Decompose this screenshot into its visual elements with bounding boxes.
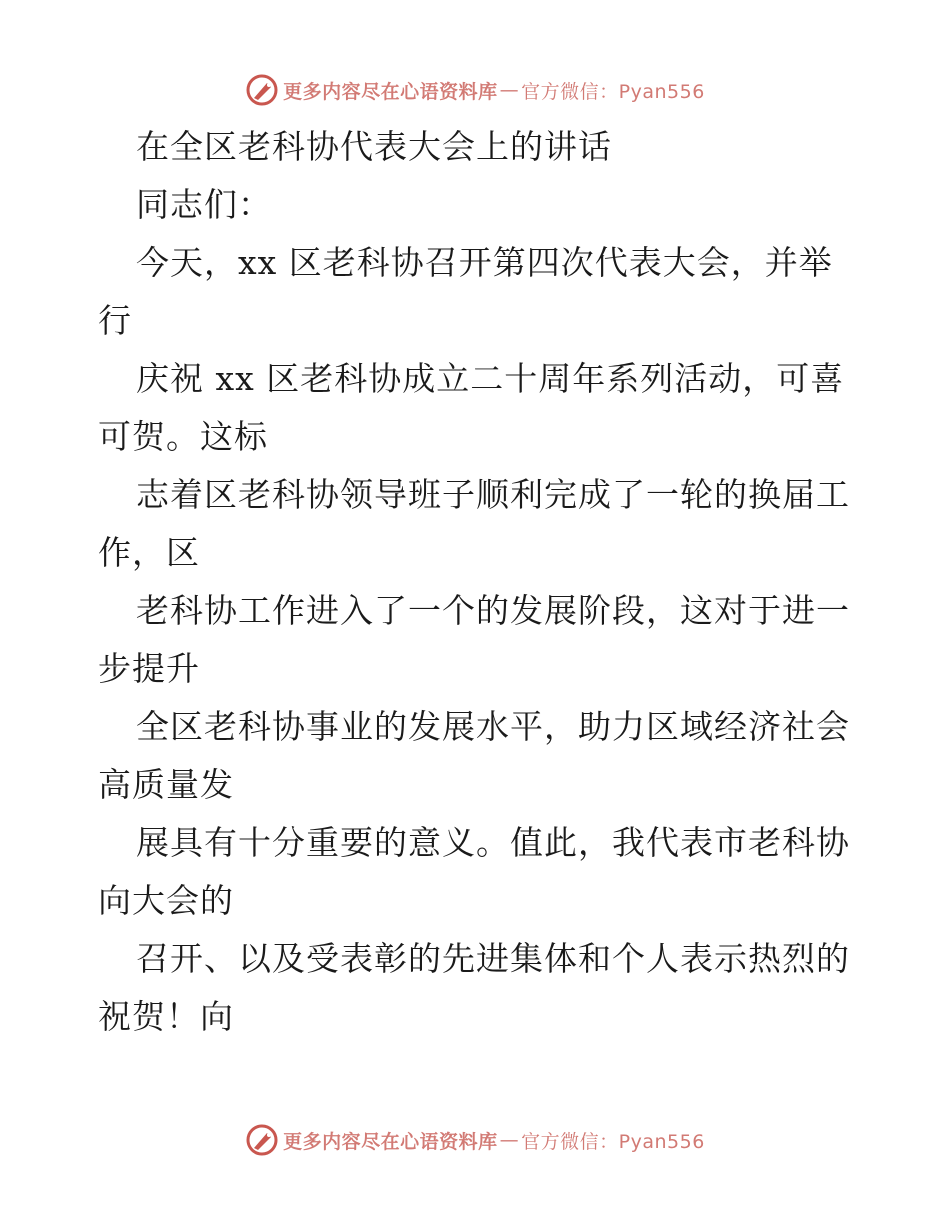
watermark-text: 更多内容尽在心语资料库 [283, 1130, 498, 1153]
text-line: 志着区老科协领导班子顺利完成了一轮的换届工 [136, 475, 850, 514]
text-line: 作，区 [98, 533, 200, 572]
document-title: 在全区老科协代表大会上的讲话 [136, 127, 612, 166]
text-line: 步提升 [98, 649, 200, 688]
text-line: 老科协工作进入了一个的发展阶段，这对于进一 [136, 591, 850, 630]
text-line: 展具有十分重要的意义。值此，我代表市老科协 [136, 823, 850, 862]
watermark-wechat: 官方微信：Pyan556 [521, 1130, 705, 1153]
watermark-header [0, 70, 950, 110]
text-line: 行 [98, 301, 132, 340]
watermark-text: 更多内容尽在心语资料库 [283, 80, 498, 103]
watermark-footer [0, 1120, 950, 1160]
text-line: 可贺。这标 [98, 417, 268, 456]
watermark-dash: — [499, 1129, 520, 1151]
text-line: 今天，xx 区老科协召开第四次代表大会，并举 [136, 243, 833, 282]
text-line: 全区老科协事业的发展水平，助力区域经济社会 [136, 707, 850, 746]
watermark-wechat: 官方微信：Pyan556 [521, 80, 705, 103]
text-line: 同志们： [136, 185, 272, 224]
text-line: 祝贺！向 [98, 997, 234, 1036]
text-line: 召开、以及受表彰的先进集体和个人表示热烈的 [136, 939, 850, 978]
watermark-dash: — [499, 79, 520, 101]
document-body [98, 118, 858, 1046]
pen-logo-icon [245, 1123, 279, 1157]
text-line: 庆祝 xx 区老科协成立二十周年系列活动，可喜 [136, 359, 845, 398]
text-line: 向大会的 [98, 881, 234, 920]
text-line: 高质量发 [98, 765, 234, 804]
pen-logo-icon [245, 73, 279, 107]
